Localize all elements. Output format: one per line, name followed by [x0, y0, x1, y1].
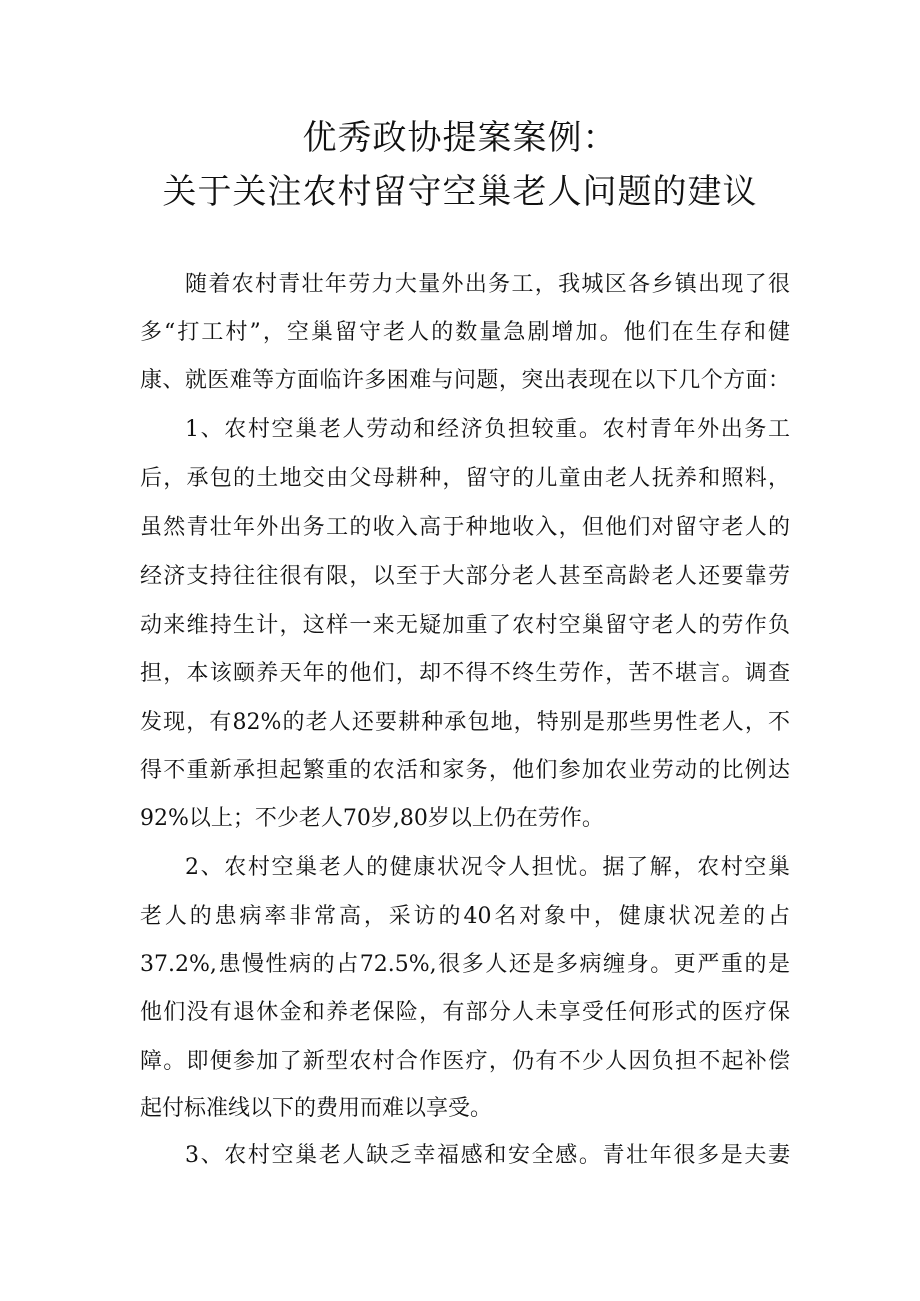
paragraph-line: 37.2%,患慢性病的占72.5%,很多人还是多病缠身。更严重的是	[140, 952, 790, 977]
paragraph-line: 担，本该颐养天年的他们，却不得不终生劳作，苦不堪言。调查	[140, 661, 790, 686]
paragraph-line: 康、就医难等方面临许多困难与问题，突出表现在以下几个方面：	[140, 368, 790, 393]
paragraph-line: 他们没有退休金和养老保险，有部分人未享受任何形式的医疗保	[140, 1000, 790, 1025]
paragraph-line: 虽然青壮年外出务工的收入高于种地收入，但他们对留守老人的	[140, 515, 790, 540]
paragraph-line: 老人的患病率非常高，采访的40名对象中，健康状况差的占	[140, 904, 790, 929]
title-line-1: 优秀政协提案案例：	[302, 118, 618, 158]
title-line-2: 关于关注农村留守空巢老人问题的建议	[162, 172, 758, 212]
paragraph-line: 后，承包的土地交由父母耕种，留守的儿童由老人抚养和照料，	[140, 466, 790, 491]
paragraph-line: 3、农村空巢老人缺乏幸福感和安全感。青壮年很多是夫妻	[185, 1143, 790, 1168]
paragraph-line: 经济支持往往很有限，以至于大部分老人甚至高龄老人还要靠劳	[140, 564, 790, 589]
paragraph-line: 障。即便参加了新型农村合作医疗，仍有不少人因负担不起补偿	[140, 1049, 790, 1074]
paragraph-line: 2、农村空巢老人的健康状况令人担忧。据了解，农村空巢	[185, 855, 790, 880]
paragraph-line: 起付标准线以下的费用而难以享受。	[140, 1096, 493, 1121]
paragraph-line: 多“打工村”，空巢留守老人的数量急剧增加。他们在生存和健	[140, 320, 790, 345]
paragraph-line: 92%以上；不少老人70岁,80岁以上仍在劳作。	[140, 806, 604, 831]
paragraph-line: 得不重新承担起繁重的农活和家务，他们参加农业劳动的比例达	[140, 758, 790, 783]
paragraph-line: 发现，有82%的老人还要耕种承包地，特别是那些男性老人，不	[140, 710, 790, 735]
paragraph-line: 随着农村青壮年劳力大量外出务工，我城区各乡镇出现了很	[185, 272, 790, 297]
paragraph-line: 动来维持生计，这样一来无疑加重了农村空巢留守老人的劳作负	[140, 613, 790, 638]
paragraph-line: 1、农村空巢老人劳动和经济负担较重。农村青年外出务工	[185, 417, 790, 442]
